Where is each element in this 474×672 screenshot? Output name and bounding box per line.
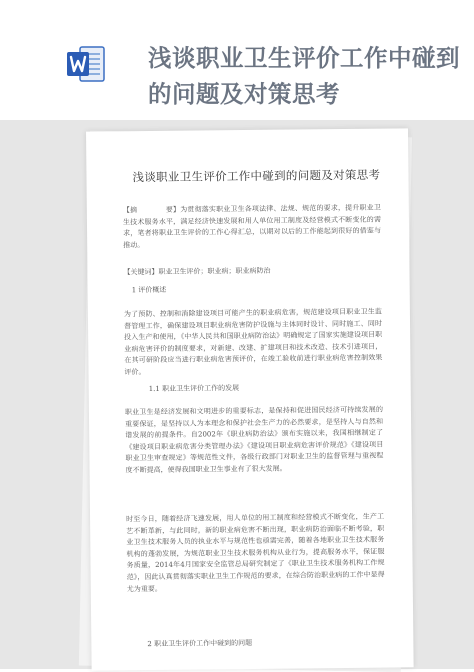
keywords-line: 【关键词】职业卫生评价；职业病；职业病防治: [123, 266, 271, 277]
section-1-1-paragraph-1: 职业卫生是经济发展和文明进步的重要标志，是保持和促进国民经济可持续发展的重要保证，是坚持以人为本理念和保护社会生产力的必然要求，是坚持人与自然和谐发展的前提条件。自2002年《职业病防治法》颁布实施以来，我国相继制定了《建设项目职业病危害分类管理办法》《建设项目职业病危害评价规范》《建设项目职业卫生审查规定》等规范性文件，各级行政部门对职业卫生的监督管理与重视程度不断提高，使得我国职业卫生事业有了很大发展。: [124, 405, 384, 475]
section-2-heading: 2 职业卫生评价工作中碰到的问题: [147, 638, 253, 649]
page-banner: [0, 0, 474, 125]
section-1-1-paragraph-2: 时至今日，随着经济飞速发展，用人单位的用工制度和经营模式不断变化，生产工艺不断革新，与此同时，新的职业病危害不断出现，职业病防治面临不断考验，职业卫生技术服务人员的执业水平与规范性也亟需完善，随着各地职业卫生技术服务机构的蓬勃发展，为规范职业卫生技术服务机构从业行为，提高服务水平，保证服务质量，2014年4月国家安全监管总局研究制定了《职业卫生技术服务机构工作规范》，因此认真贯彻落实职业卫生工作规范的要求，在综合防治职业病的工作中显得尤为重要。: [126, 512, 385, 593]
banner-title: 浅谈职业卫生评价工作中碰到的问题及对策思考: [148, 44, 460, 108]
document-title: 浅谈职业卫生评价工作中碰到的问题及对策思考: [132, 167, 381, 185]
document-page: [86, 128, 414, 670]
word-document-icon: [66, 44, 106, 84]
abstract-paragraph: 【摘 要】为贯彻落实职业卫生各项法律、法规、规范的要求，提升职业卫生技术服务水平，满足经济快速发展和用人单位用工制度及经营模式不断变化的需求，笔者将职业卫生评价的工作心得汇总，以期对以后的工作能起到很好的借鉴与推动。: [122, 203, 382, 250]
section-1-1-heading: 1.1 职业卫生评价工作的发展: [148, 384, 240, 394]
section-1-paragraph: 为了预防、控制和消除建设项目可能产生的职业病危害，规范建设项目职业卫生监督管理工作，确保建设项目职业病危害防护设施与主体同时设计、同时施工、同时投入生产和使用，《中华人民共和国职业病防治法》明确规定了国家实施建设项目职业病危害评价的制度要求，对新建、改建、扩建项目和技术改造、技术引进项目，在其可研阶段应当进行职业病危害预评价，在竣工验收前进行职业病危害控制效果评价。: [123, 307, 383, 377]
section-1-heading: 1 评价概述: [131, 285, 167, 295]
